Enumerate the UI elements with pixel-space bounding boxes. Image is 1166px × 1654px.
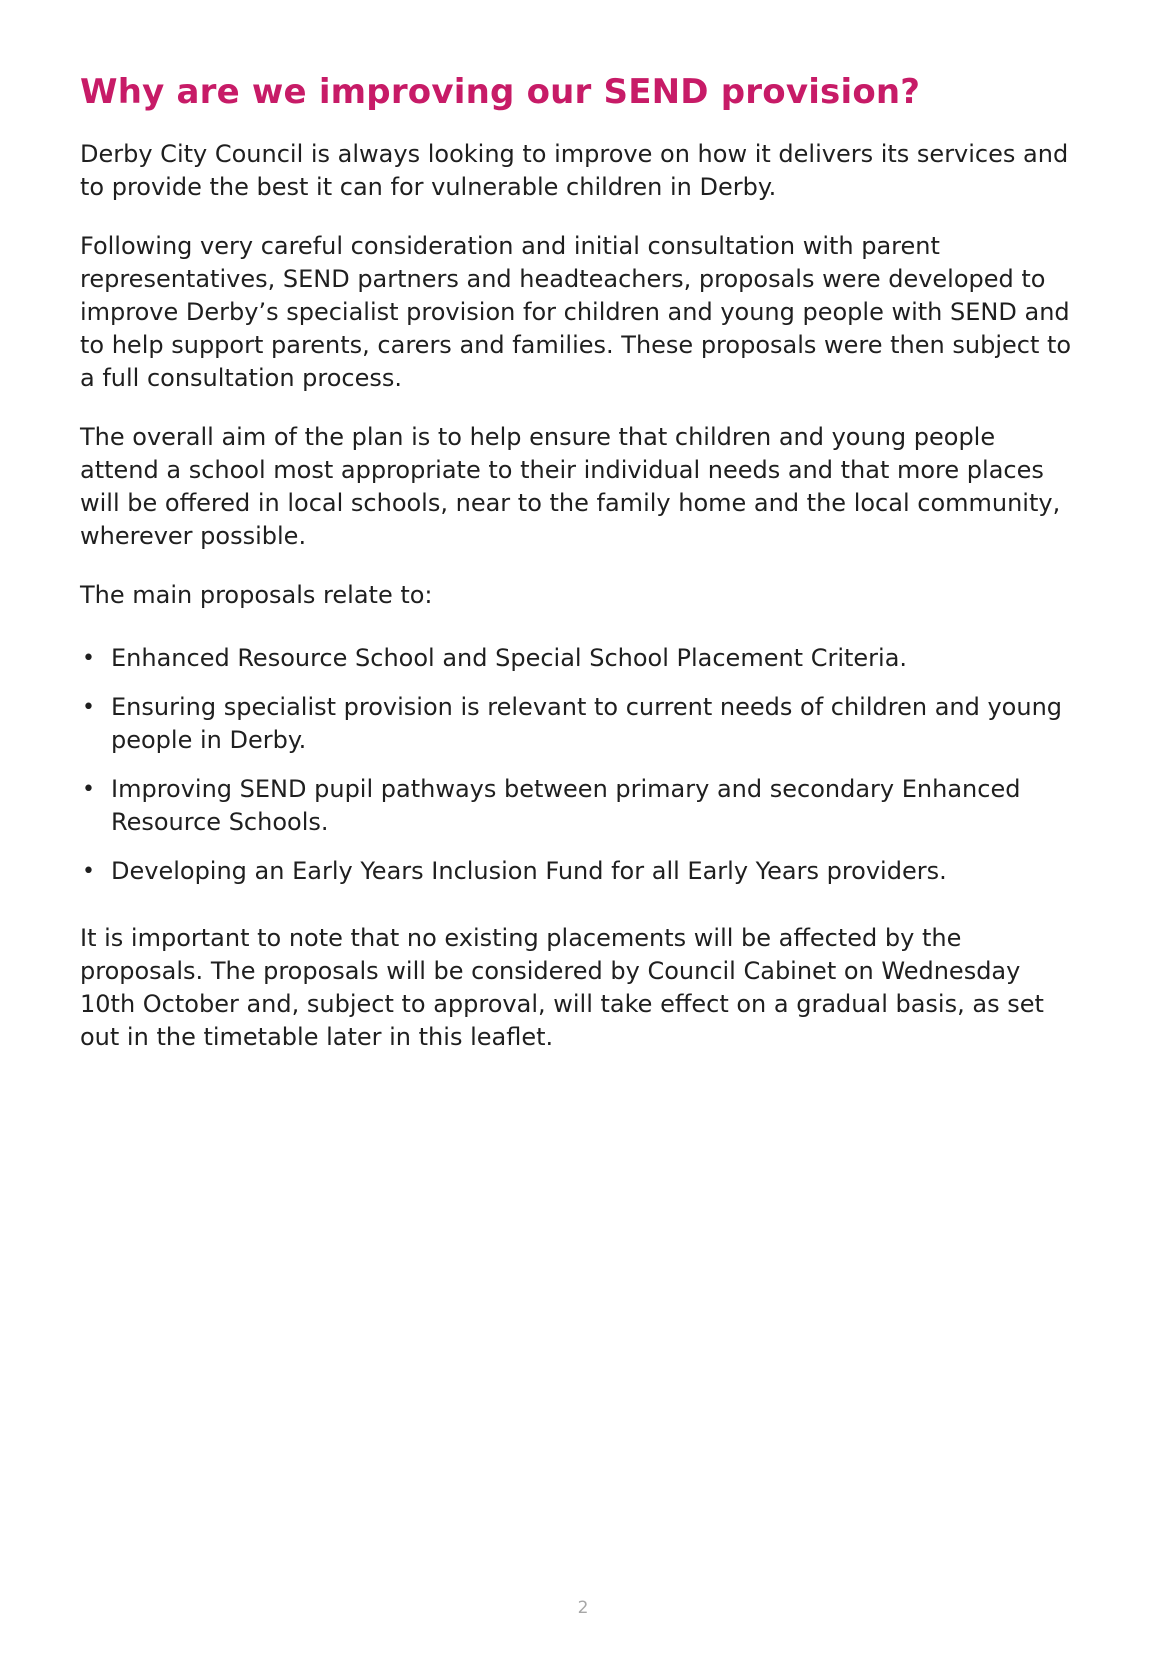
list-item	[80, 855, 1080, 888]
bullet-icon: •	[82, 777, 95, 802]
proposals-intro-paragraph: The main proposals relate to:	[80, 581, 433, 609]
bullet-icon: •	[82, 646, 95, 671]
list-item	[80, 691, 1080, 757]
aim-paragraph: The overall aim of the plan is to help ensure that children and young people attend a school most appropriate to their individual needs and that more places will be offered in local schools, near to the family home and the local community, wherever possible.	[80, 423, 1061, 550]
proposals-list	[80, 642, 1080, 888]
bullet-icon: •	[82, 695, 95, 720]
list-item-text: Enhanced Resource School and Special School Placement Criteria.	[111, 644, 908, 672]
background-paragraph: Following very careful consideration and initial consultation with parent representatives, SEND partners and headteachers, proposals were developed to improve Derby’s specialist provision for children and young people with SEND and to help support parents, carers and families. These proposals were then subject to a full consultation process.	[80, 232, 1072, 392]
list-item-text: Developing an Early Years Inclusion Fund for all Early Years providers.	[111, 857, 947, 885]
list-item	[80, 773, 1080, 839]
bullet-icon: •	[82, 859, 95, 884]
intro-paragraph: Derby City Council is always looking to improve on how it delivers its services and to provide the best it can for vulnerable children in Derby.	[80, 140, 1069, 201]
list-item	[80, 642, 1080, 675]
page-content	[80, 68, 1080, 1054]
closing-paragraph: It is important to note that no existing placements will be affected by the proposals. The proposals will be considered by Council Cabinet on Wednesday 10th October and, subject to approval, will take effect on a gradual basis, as set out in the timetable later in this leaflet.	[80, 924, 1044, 1051]
list-item-text: Ensuring specialist provision is relevant to current needs of children and young people in Derby.	[111, 693, 1063, 754]
page-number: 2	[577, 1598, 589, 1618]
list-item-text: Improving SEND pupil pathways between primary and secondary Enhanced Resource Schools.	[111, 775, 1021, 836]
page-title: Why are we improving our SEND provision?	[80, 72, 921, 112]
